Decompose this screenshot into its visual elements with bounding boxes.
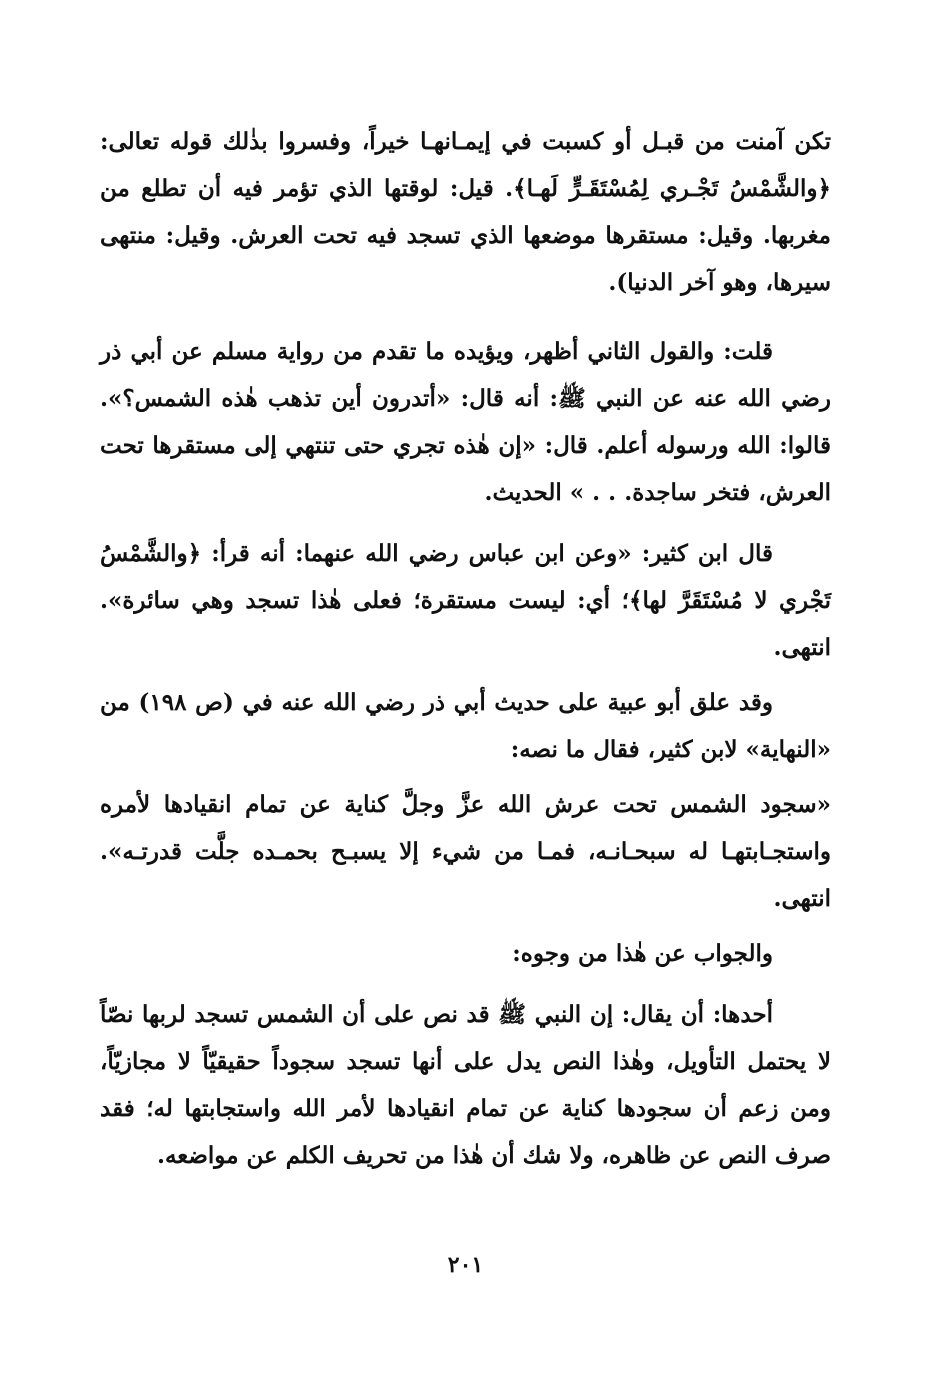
paragraph-5: «سجود الشمس تحت عرش الله عزَّ وجلَّ كناية عن تمام انقيادها لأمره واستجـابتهـا له سبحـانـه، فمـا من شيء إلا يسبـح بحمـده جلَّت قدرتـه». انتهى. — [100, 791, 831, 912]
paragraph-7 — [100, 991, 831, 1179]
paragraph-1: تكن آمنت من قبـل أو كسبت في إيمـانهـا خيراً، وفسروا بذٰلك قوله تعالى: ﴿والشَّمْسُ تَجْـري لِمُسْتَقَـرٍّ لَهـا﴾. قيل: لوقتها الذي تؤمر فيه أن تطلع من مغربها. وقيل: مستقرها موضعها الذي تسجد فيه تحت العرش. وقيل: منتهى سيرها، وهو آخر الدنيا). — [100, 128, 831, 296]
page-number: ٢٠١ — [447, 1252, 484, 1278]
page-body — [100, 118, 831, 1179]
paragraph-7-lead: أحدها: — [712, 1001, 773, 1028]
paragraph-7-text: أن يقال: إن النبي ﷺ قد نص على أن الشمس تسجد لربها نصّاً لا يحتمل التأويل، وهٰذا النص يدل على أنها تسجد سجوداً حقيقيّاً لا مجازيّاً، ومن زعم أن سجودها كناية عن تمام انقيادها لأمر الله واستجابتها له؛ فقد صرف النص عن ظاهره، ولا شك أن هٰذا من تحريف الكلم عن مواضعه. — [100, 1001, 831, 1169]
paragraph-2: قلت: والقول الثاني أظهر، ويؤيده ما تقدم من رواية مسلم عن أبي ذر رضي الله عنه عن النبي ﷺ: أنه قال: «أتدرون أين تذهب هٰذه الشمس؟». قالوا: الله ورسوله أعلم. قال: «إن هٰذه تجري حتى تنتهي إلى مستقرها تحت العرش، فتخر ساجدة. . . » الحديث. — [100, 338, 831, 506]
paragraph-4: وقد علق أبو عبية على حديث أبي ذر رضي الله عنه في (ص ١٩٨) من «النهاية» لابن كثير، فقال ما نصه: — [100, 689, 831, 763]
paragraph-6: والجواب عن هٰذا من وجوه: — [512, 940, 773, 967]
paragraph-3: قال ابن كثير: «وعن ابن عباس رضي الله عنهما: أنه قرأ: ﴿والشَّمْسُ تَجْري لا مُسْتَقَرَّ لها﴾؛ أي: ليست مستقرة؛ فعلى هٰذا تسجد وهي سائرة». انتهى. — [100, 540, 831, 661]
